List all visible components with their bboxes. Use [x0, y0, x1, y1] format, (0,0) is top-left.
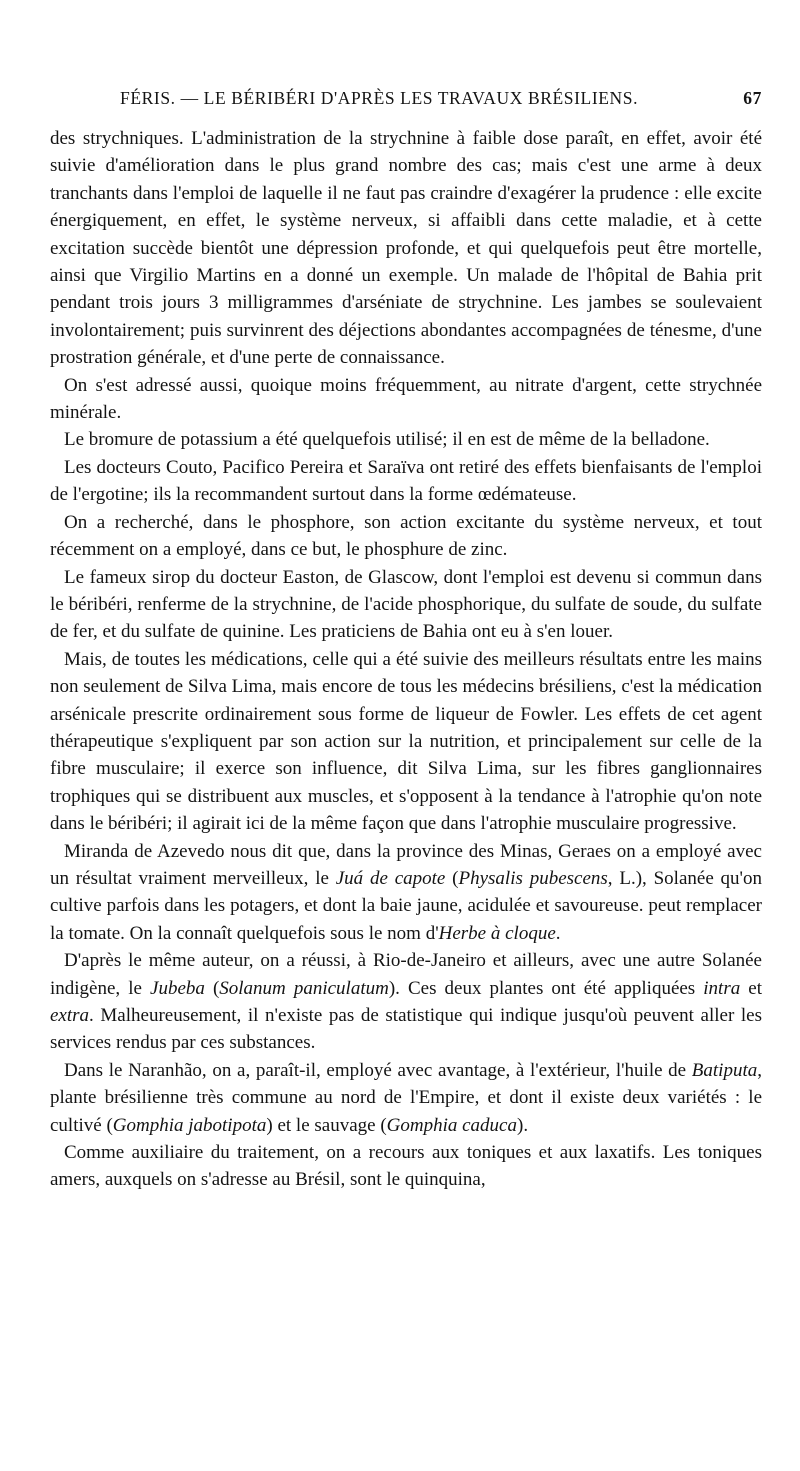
text-run: Dans le Naranhão, on a, paraît-il, employé avec avantage, à l'extérieur, l'huile de: [64, 1059, 692, 1081]
text-run: ). Ces deux plantes ont été appliquées: [388, 977, 704, 999]
running-title: FÉRIS. — LE BÉRIBÉRI D'APRÈS LES TRAVAUX BRÉSILIENS.: [120, 88, 639, 108]
text-run: (: [204, 977, 220, 999]
italic-term: Jubeba: [150, 977, 205, 999]
paragraph-sirop-easton: Le fameux sirop du docteur Easton, de Glascow, dont l'emploi est devenu si commun dans le béribéri, renferme de la strychnine, de l'acide phosphorique, du sulfate de soude, du sulfate de fer, et du sulfate de quinine. Les praticiens de Bahia ont eu à s'en louer.: [50, 566, 762, 643]
italic-term: Gomphia caduca: [386, 1114, 517, 1136]
paragraph-arsenic: Mais, de toutes les médications, celle qui a été suivie des meilleurs résultats entre les mains non seulement de Silva Lima, mais encore de tous les médecins brésiliens, c'est la médication arsénicale prescrite ordinairement sous forme de liqueur de Fowler. Les effets de cet agent thérapeutique s'expliquent par son action sur la nutrition, et principalement sur celle de la fibre musculaire; il exerce son influence, dit Silva Lima, sur les fibres ganglionnaires trophiques qui se distribuent aux muscles, et s'opposent à la tendance à l'atrophie qu'on note dans le béribéri; il agirait ici de la même façon que dans l'atrophie musculaire progressive.: [50, 648, 762, 835]
body-text: [50, 125, 762, 1194]
paragraph-strychnine: des strychniques. L'administration de la strychnine à faible dose paraît, en effet, avoir été suivie d'amélioration dans le plus grand nombre des cas; mais c'est une arme à deux tranchants dans l'emploi de laquelle il ne faut pas craindre d'exagérer la prudence : elle excite énergiquement, en effet, le système nerveux, si affaibli dans cette maladie, et à cette excitation succède bientôt une dépression profonde, et qui quelquefois peut être mortelle, ainsi que Virgilio Martins en a donné un exemple. Un malade de l'hôpital de Bahia prit pendant trois jours 3 milligrammes d'arséniate de strychnine. Les jambes se soulevaient involontairement; puis survinrent des déjections abondantes accompagnées de ténesme, d'une prostration générale, et d'une perte de connaissance.: [50, 128, 762, 369]
italic-term: Gomphia jabotipota: [112, 1114, 267, 1136]
text-run: .: [555, 922, 561, 944]
text-run: (: [445, 867, 459, 889]
text-run: ) et le sauvage (: [266, 1114, 387, 1136]
italic-term: Juá de capote: [335, 867, 446, 889]
paragraph-bromure: Le bromure de potassium a été quelquefois utilisé; il en est de même de la belladone.: [64, 429, 710, 451]
text-run: D'après le même auteur, on a réussi, à Rio-de-Janeiro et ailleurs, avec une autre Solanée indigène, le: [50, 950, 762, 999]
text-run: et: [740, 977, 763, 999]
italic-term: Physalis pubescens: [458, 867, 608, 889]
italic-term: extra: [50, 1005, 90, 1026]
paragraph-jubeba: [50, 947, 762, 1057]
text-run: , L.), Solanée qu'on cultive parfois dans les potagers, et dont la baie jaune, acidulée et savoureuse. peut remplacer la tomate. On la connaît quelquefois sous le nom d': [50, 867, 762, 944]
italic-term: Solanum paniculatum: [219, 977, 389, 999]
paragraph-nitrate: On s'est adressé aussi, quoique moins fréquemment, au nitrate d'argent, cette strychnée minérale.: [50, 374, 762, 424]
paragraph-azevedo: [50, 838, 762, 948]
paragraph-phosphore: On a recherché, dans le phosphore, son action excitante du système nerveux, et tout récemment on a employé, dans ce but, le phosphure de zinc.: [50, 511, 762, 561]
text-run: , plante brésilienne très commune au nord de l'Empire, et dont il existe deux variétés : le cultivé (: [50, 1059, 762, 1136]
paragraph-batiputa: [50, 1057, 762, 1139]
italic-term: Herbe à cloque: [438, 922, 556, 944]
text-run: Miranda de Azevedo nous dit que, dans la province des Minas, Geraes on a employé avec un résultat vraiment merveilleux, le: [50, 840, 762, 889]
paragraph-toniques: Comme auxiliaire du traitement, on a recours aux toniques et aux laxatifs. Les toniques amers, auxquels on s'adresse au Brésil, sont le quinquina,: [50, 1142, 762, 1191]
text-run: ).: [517, 1114, 529, 1136]
italic-term: intra: [703, 977, 741, 999]
italic-term: Batiputa: [691, 1059, 758, 1081]
paragraph-ergotine: Les docteurs Couto, Pacifico Pereira et Saraïva ont retiré des effets bienfaisants de l'emploi de l'ergotine; ils la recommandent surtout dans la forme œdémateuse.: [50, 456, 762, 506]
page-number: 67: [743, 88, 762, 108]
text-run: . Malheureusement, il n'existe pas de statistique qui indique jusqu'où peuvent aller les services rendus par ces substances.: [50, 1005, 762, 1054]
page-header: [50, 88, 762, 114]
